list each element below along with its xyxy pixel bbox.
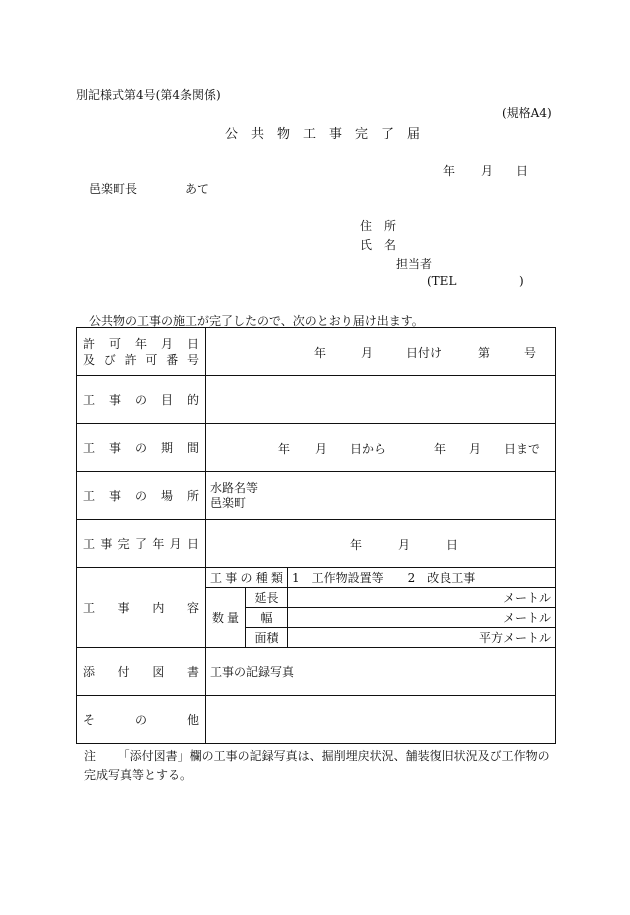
completion-form-table (76, 327, 556, 744)
place-row (77, 472, 556, 520)
kind-row (77, 568, 556, 588)
permit-row (77, 328, 556, 376)
period-month-1: 月 (315, 442, 328, 456)
area-label: 面積 (246, 628, 288, 648)
permit-year: 年 (314, 346, 327, 360)
completion-day: 日 (446, 538, 459, 552)
purpose-value[interactable] (206, 376, 556, 424)
purpose-label: 工事の目的 (77, 376, 206, 424)
note-prefix: 注 (84, 749, 97, 763)
document-title: 公共物工事完了届 (225, 127, 434, 142)
addressee-suffix: あて (185, 182, 210, 196)
date-year: 年 (443, 164, 456, 178)
completion-row (77, 520, 556, 568)
period-year-1: 年 (278, 442, 291, 456)
permit-value[interactable] (206, 328, 556, 376)
period-month-2: 月 (469, 442, 482, 456)
place-value[interactable] (206, 472, 556, 520)
area-unit[interactable]: 平方メートル (288, 628, 556, 648)
permit-dated: 日付け (406, 346, 443, 360)
kind-label: 工事の種類 (206, 568, 288, 588)
place-label: 工事の場所 (77, 472, 206, 520)
permit-label-2: 及び許可番号 (83, 352, 199, 367)
permit-no: 第 (478, 346, 491, 360)
width-unit[interactable]: メートル (288, 608, 556, 628)
length-unit[interactable]: メートル (288, 588, 556, 608)
date-month: 月 (481, 164, 494, 178)
addressee: 邑楽町長 (89, 182, 138, 196)
purpose-row (77, 376, 556, 424)
place-line-1: 水路名等 (210, 480, 259, 495)
completion-year: 年 (350, 538, 363, 552)
attach-label: 添付図書 (77, 648, 206, 696)
note-text: 「添付図書」欄の工事の記録写真は、掘削埋戻状況、舗装復旧状況及び工作物の完成写真等とする。 (84, 749, 550, 782)
completion-value[interactable] (206, 520, 556, 568)
content-label: 工事内容 (77, 568, 206, 648)
permit-month: 月 (361, 346, 374, 360)
period-value[interactable] (206, 424, 556, 472)
period-row (77, 424, 556, 472)
tel-open: (TEL (427, 274, 457, 288)
name-label: 氏 名 (360, 238, 397, 252)
period-year-2: 年 (434, 442, 447, 456)
attach-row (77, 648, 556, 696)
completion-month: 月 (398, 538, 411, 552)
other-row (77, 696, 556, 744)
period-from: 日から (350, 442, 387, 456)
footnote (84, 747, 554, 785)
date-day: 日 (516, 164, 529, 178)
kind-value[interactable]: 1 工作物設置等 2 改良工事 (288, 568, 556, 588)
contact-label: 担当者 (396, 257, 433, 271)
intro-text: 公共物の工事の施工が完了したので、次のとおり届け出ます。 (89, 314, 424, 328)
form-number: 別記様式第4号(第4条関係) (76, 88, 221, 102)
other-label: その他 (77, 696, 206, 744)
period-label: 工事の期間 (77, 424, 206, 472)
attach-value[interactable]: 工事の記録写真 (206, 648, 556, 696)
completion-label: 工事完了年月日 (77, 520, 206, 568)
quantity-label: 数量 (206, 588, 246, 648)
permit-label-1: 許可年月日 (83, 336, 199, 351)
address-label: 住 所 (360, 219, 397, 233)
tel-close: ) (519, 274, 524, 288)
width-label: 幅 (246, 608, 288, 628)
other-value[interactable] (206, 696, 556, 744)
period-to: 日まで (504, 442, 541, 456)
paper-size: (規格A4) (502, 106, 552, 120)
length-label: 延長 (246, 588, 288, 608)
place-line-2: 邑楽町 (210, 495, 247, 510)
permit-go: 号 (524, 346, 537, 360)
